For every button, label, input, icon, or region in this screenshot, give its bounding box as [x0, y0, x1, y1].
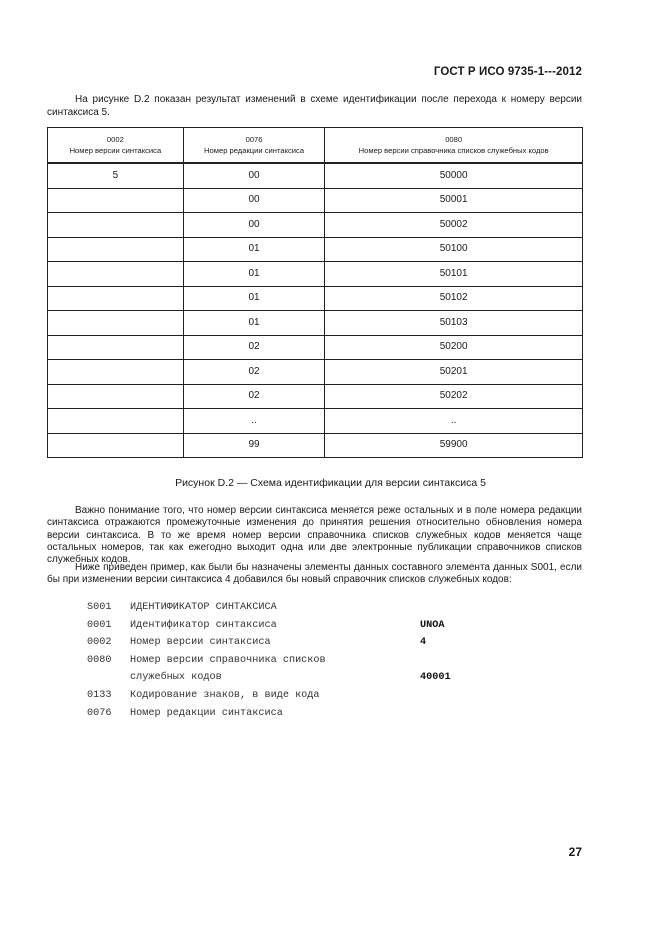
- header-code: 0002: [106, 135, 124, 144]
- table-row: [48, 188, 583, 213]
- element-code: 0001: [87, 619, 112, 631]
- table-cell: 50002: [325, 213, 583, 238]
- header-label: Номер версии справочника списков служебных кодов: [358, 146, 549, 155]
- table-cell: 02: [183, 335, 325, 360]
- table-row: [48, 384, 583, 409]
- intro-paragraph: На рисунке D.2 показан результат изменений в схеме идентификации после перехода к номеру версии синтаксиса 5.: [47, 94, 582, 118]
- table-cell: [48, 409, 184, 434]
- element-value: 40001: [420, 672, 451, 684]
- table-row: [48, 409, 583, 434]
- table-cell: [48, 262, 184, 287]
- figure-caption: Рисунок D.2 — Схема идентификации для версии синтаксиса 5: [175, 477, 486, 489]
- element-description: Номер версии синтаксиса: [130, 637, 271, 649]
- table-cell: [48, 311, 184, 336]
- body-paragraph: Ниже приведен пример, как были бы назначены элементы данных составного элемента данных S001, если бы при изменении версии синтаксиса 4 добавился бы новый справочник списков служебных кодов:: [47, 562, 582, 586]
- table-row: [48, 360, 583, 385]
- table-cell: [48, 384, 184, 409]
- table-cell: [48, 433, 184, 458]
- table-row: [48, 311, 583, 336]
- table-row: [48, 433, 583, 458]
- element-description: Идентификатор синтаксиса: [130, 619, 277, 631]
- table-row: [48, 335, 583, 360]
- table-cell: 01: [183, 311, 325, 336]
- element-code: 0080: [87, 654, 112, 666]
- header-code: 0076: [245, 135, 263, 144]
- table-cell: [48, 213, 184, 238]
- element-description: Кодирование знаков, в виде кода: [130, 689, 320, 701]
- table-cell: ..: [325, 409, 583, 434]
- identification-scheme-table: [47, 127, 583, 458]
- table-cell: 50201: [325, 360, 583, 385]
- table-cell: 01: [183, 286, 325, 311]
- table-cell: 50101: [325, 262, 583, 287]
- table-cell: 00: [183, 188, 325, 213]
- element-description: Номер версии справочника списков: [130, 654, 326, 666]
- header-syntax-release: [183, 128, 325, 164]
- table-row: [48, 237, 583, 262]
- element-description: служебных кодов: [130, 672, 222, 684]
- element-code: 0133: [87, 689, 112, 701]
- table-row: [48, 286, 583, 311]
- header-code: 0080: [445, 135, 463, 144]
- table-cell: 00: [183, 213, 325, 238]
- header-label: Номер версии синтаксиса: [69, 146, 162, 155]
- table-cell: 50100: [325, 237, 583, 262]
- table-cell: 01: [183, 237, 325, 262]
- table-row: [48, 213, 583, 238]
- element-code: 0002: [87, 637, 112, 649]
- table-cell: [48, 286, 184, 311]
- element-value: UNOA: [420, 619, 445, 631]
- header-syntax-version: [48, 128, 184, 164]
- list-item: [87, 687, 507, 705]
- table-cell: ..: [183, 409, 325, 434]
- list-item: [87, 634, 507, 652]
- table-cell: 50103: [325, 311, 583, 336]
- table-cell: 50200: [325, 335, 583, 360]
- table-cell: 5: [48, 163, 184, 188]
- table-cell: 50202: [325, 384, 583, 409]
- table-cell: 50001: [325, 188, 583, 213]
- element-code: 0076: [87, 707, 112, 719]
- s001-example-listing: [87, 599, 507, 722]
- table-row: [48, 262, 583, 287]
- element-description: ИДЕНТИФИКАТОР СИНТАКСИСА: [130, 602, 277, 613]
- table-cell: 99: [183, 433, 325, 458]
- element-code: S001: [87, 602, 112, 613]
- table-cell: 50000: [325, 163, 583, 188]
- table-cell: 00: [183, 163, 325, 188]
- header-code-directory-version: [325, 128, 583, 164]
- table-cell: [48, 237, 184, 262]
- document-id-header: ГОСТ Р ИСО 9735-1---2012: [433, 66, 582, 78]
- list-item: [87, 617, 507, 635]
- table-cell: 02: [183, 384, 325, 409]
- table-cell: 59900: [325, 433, 583, 458]
- table-row: [48, 163, 583, 188]
- list-item: [87, 599, 507, 617]
- table-cell: [48, 188, 184, 213]
- header-label: Номер редакции синтаксиса: [204, 146, 305, 155]
- table-cell: [48, 360, 184, 385]
- list-item: [87, 652, 507, 670]
- table-header-row: [48, 128, 583, 164]
- table-cell: [48, 335, 184, 360]
- page-number: 27: [568, 845, 582, 859]
- table-cell: 02: [183, 360, 325, 385]
- element-value: 4: [420, 637, 427, 649]
- table-cell: 01: [183, 262, 325, 287]
- table-cell: 50102: [325, 286, 583, 311]
- list-item: [87, 705, 507, 723]
- body-paragraph: Важно понимание того, что номер версии синтаксиса меняется реже остальных и в поле номера редакции синтаксиса отражаются промежуточные изменения до принятия решения относительно обновления номера версии синтаксиса. В то же время номер версии справочника списков служебных кодов меняется чаще остальных номеров, так как ежегодно выходит одна или две электронные публикации справочников списков служебных кодов.: [47, 505, 582, 566]
- list-item: [87, 669, 507, 687]
- element-description: Номер редакции синтаксиса: [130, 707, 283, 719]
